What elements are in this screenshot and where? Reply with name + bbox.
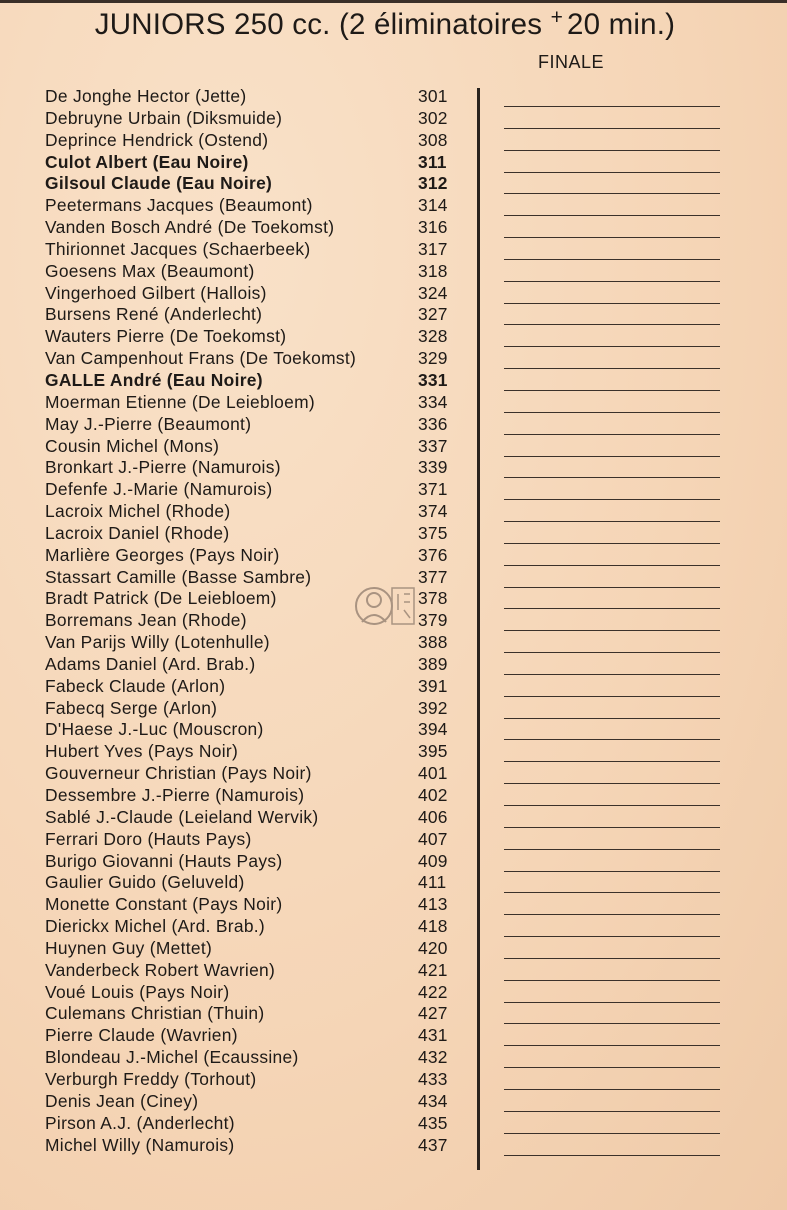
result-line: [504, 392, 720, 414]
entry-row: [45, 501, 475, 523]
rider-number: 336: [418, 413, 448, 434]
entry-row: [45, 1047, 475, 1069]
collector-stamp-icon: [352, 578, 418, 634]
page-title: [0, 6, 770, 42]
entry-row: [45, 239, 475, 261]
entry-row: [45, 1091, 475, 1113]
rider-name: Pierre Claude (Wavrien): [45, 1025, 238, 1046]
rider-number: 395: [418, 741, 448, 762]
rider-name: Bradt Patrick (De Leiebloem): [45, 588, 277, 609]
rider-number: 407: [418, 828, 448, 849]
rider-name: Deprince Hendrick (Ostend): [45, 129, 269, 150]
result-line: [504, 1135, 720, 1157]
rider-number: 434: [418, 1090, 448, 1111]
rider-number: 377: [418, 566, 448, 587]
rider-name: Van Campenhout Frans (De Toekomst): [45, 348, 357, 369]
rider-name: Culot Albert (Eau Noire): [45, 151, 249, 172]
result-line: [504, 1047, 720, 1069]
result-line: [504, 217, 720, 239]
rider-number: 337: [418, 435, 448, 456]
result-line: [504, 457, 720, 479]
rider-name: Goesens Max (Beaumont): [45, 260, 255, 281]
rider-number: 392: [418, 697, 448, 718]
entry-row: [45, 872, 475, 894]
title-plus: +: [550, 6, 564, 29]
entry-row: [45, 436, 475, 458]
finale-result-lines: [504, 86, 720, 1156]
rider-name: Defenfe J.-Marie (Namurois): [45, 479, 273, 500]
entry-row: [45, 414, 475, 436]
rider-name: Verburgh Freddy (Torhout): [45, 1068, 257, 1089]
rider-name: Sablé J.-Claude (Leieland Wervik): [45, 806, 319, 827]
rider-name: D'Haese J.-Luc (Mouscron): [45, 719, 264, 740]
title-main: JUNIORS 250 cc. (2 éliminatoires: [94, 8, 543, 41]
rider-name: De Jonghe Hector (Jette): [45, 86, 247, 106]
result-line: [504, 501, 720, 523]
rider-name: Dessembre J.-Pierre (Namurois): [45, 785, 305, 805]
entry-row: [45, 545, 475, 567]
rider-name: May J.-Pierre (Beaumont): [45, 413, 252, 434]
rider-number: 432: [418, 1047, 448, 1068]
entry-row: [45, 370, 475, 392]
result-line: [504, 479, 720, 501]
rider-name: Peetermans Jacques (Beaumont): [45, 195, 313, 216]
result-line: [504, 851, 720, 873]
rider-name: Hubert Yves (Pays Noir): [45, 741, 239, 762]
result-line: [504, 829, 720, 851]
entry-row: [45, 304, 475, 326]
entry-row: [45, 217, 475, 239]
result-line: [504, 173, 720, 195]
entry-row: [45, 1069, 475, 1091]
rider-number: 418: [418, 916, 448, 937]
result-line: [504, 436, 720, 458]
entry-row: [45, 392, 475, 414]
rider-name: Dierickx Michel (Ard. Brab.): [45, 916, 266, 937]
rider-name: Marlière Georges (Pays Noir): [45, 544, 280, 565]
rider-name: Pirson A.J. (Anderlecht): [45, 1112, 235, 1133]
entry-row: [45, 938, 475, 960]
rider-name: Cousin Michel (Mons): [45, 435, 220, 456]
rider-number: 422: [418, 981, 448, 1002]
rider-number: 421: [418, 959, 448, 980]
rider-number: 331: [418, 369, 448, 390]
rider-number: 334: [418, 391, 448, 412]
rider-number: 394: [418, 719, 448, 740]
rider-name: Moerman Etienne (De Leiebloem): [45, 391, 315, 412]
result-line: [504, 1003, 720, 1025]
entry-row: [45, 479, 475, 501]
rider-number: 389: [418, 653, 448, 674]
rider-number: 411: [418, 872, 447, 893]
rider-number: 311: [418, 151, 447, 172]
entry-row: [45, 1113, 475, 1135]
result-line: [504, 545, 720, 567]
rider-number: 427: [418, 1003, 448, 1024]
entry-row: [45, 916, 475, 938]
result-line: [504, 785, 720, 807]
rider-name: Huynen Guy (Mettet): [45, 937, 213, 958]
entry-row: [45, 851, 475, 873]
result-line: [504, 916, 720, 938]
entry-row: [45, 807, 475, 829]
rider-number: 431: [418, 1025, 448, 1046]
result-line: [504, 414, 720, 436]
rider-number: 328: [418, 326, 448, 347]
entry-row: [45, 741, 475, 763]
rider-number: 371: [418, 479, 448, 500]
rider-number: 316: [418, 217, 448, 238]
rider-name: Blondeau J.-Michel (Ecaussine): [45, 1047, 299, 1068]
result-line: [504, 698, 720, 720]
result-line: [504, 632, 720, 654]
result-line: [504, 872, 720, 894]
result-line: [504, 1069, 720, 1091]
result-line: [504, 610, 720, 632]
entry-row: [45, 86, 475, 108]
result-line: [504, 567, 720, 589]
result-line: [504, 239, 720, 261]
entry-row: [45, 829, 475, 851]
rider-number: 391: [418, 675, 448, 696]
rider-name: Vanden Bosch André (De Toekomst): [45, 217, 335, 238]
rider-name: Bursens René (Anderlecht): [45, 304, 263, 325]
entry-row: [45, 785, 475, 807]
result-line: [504, 523, 720, 545]
column-divider: [477, 88, 480, 1170]
result-line: [504, 86, 720, 108]
rider-number: 329: [418, 348, 448, 369]
rider-number: 420: [418, 937, 448, 958]
result-line: [504, 894, 720, 916]
rider-number: 374: [418, 501, 448, 522]
rider-name: Stassart Camille (Basse Sambre): [45, 566, 312, 587]
result-line: [504, 326, 720, 348]
rider-number: 402: [418, 785, 448, 805]
rider-name: Gilsoul Claude (Eau Noire): [45, 173, 273, 194]
rider-name: Voué Louis (Pays Noir): [45, 981, 230, 1002]
result-line: [504, 152, 720, 174]
result-line: [504, 1091, 720, 1113]
rider-number: 301: [418, 86, 448, 106]
rider-number: 435: [418, 1112, 448, 1133]
entry-row: [45, 982, 475, 1004]
rider-number: 375: [418, 522, 448, 543]
rider-number: 339: [418, 457, 448, 478]
entry-row: [45, 195, 475, 217]
entry-row: [45, 719, 475, 741]
rider-name: Fabecq Serge (Arlon): [45, 697, 218, 718]
entry-row: [45, 108, 475, 130]
finale-label: FINALE: [538, 52, 605, 72]
entry-row: [45, 632, 475, 654]
result-line: [504, 807, 720, 829]
result-line: [504, 763, 720, 785]
rider-number: 318: [418, 260, 448, 281]
result-line: [504, 348, 720, 370]
rider-name: Wauters Pierre (De Toekomst): [45, 326, 287, 347]
rider-number: 317: [418, 238, 448, 259]
rider-number: 312: [418, 173, 448, 194]
result-line: [504, 195, 720, 217]
rider-name: Ferrari Doro (Hauts Pays): [45, 828, 252, 849]
rider-name: Gaulier Guido (Geluveld): [45, 872, 245, 893]
rider-name: Lacroix Michel (Rhode): [45, 501, 231, 522]
rider-name: Burigo Giovanni (Hauts Pays): [45, 850, 283, 871]
entry-row: [45, 763, 475, 785]
result-line: [504, 108, 720, 130]
title-end: 20 min.): [567, 8, 676, 41]
result-line: [504, 654, 720, 676]
entry-row: [45, 130, 475, 152]
rider-name: Adams Daniel (Ard. Brab.): [45, 653, 256, 674]
entry-row: [45, 326, 475, 348]
rider-name: Lacroix Daniel (Rhode): [45, 522, 230, 543]
result-line: [504, 588, 720, 610]
rider-name: GALLE André (Eau Noire): [45, 369, 263, 390]
entry-row: [45, 698, 475, 720]
entry-row: [45, 348, 475, 370]
entry-row: [45, 1003, 475, 1025]
entry-row: [45, 152, 475, 174]
entry-row: [45, 676, 475, 698]
result-line: [504, 261, 720, 283]
result-line: [504, 1025, 720, 1047]
rider-name: Vanderbeck Robert Wavrien): [45, 959, 276, 980]
result-line: [504, 676, 720, 698]
rider-number: 413: [418, 894, 448, 915]
rider-name: Van Parijs Willy (Lotenhulle): [45, 632, 270, 653]
rider-name: Vingerhoed Gilbert (Hallois): [45, 282, 267, 303]
entry-row: [45, 523, 475, 545]
rider-number: 406: [418, 806, 448, 827]
rider-name: Gouverneur Christian (Pays Noir): [45, 763, 312, 784]
result-line: [504, 283, 720, 305]
result-line: [504, 130, 720, 152]
entry-row: [45, 1025, 475, 1047]
rider-name: Borremans Jean (Rhode): [45, 610, 247, 631]
rider-name: Fabeck Claude (Arlon): [45, 675, 226, 696]
rider-number: 437: [418, 1134, 448, 1155]
rider-number: 308: [418, 129, 448, 150]
rider-name: Denis Jean (Ciney): [45, 1090, 199, 1111]
rider-number: 324: [418, 282, 448, 303]
entry-row: [45, 457, 475, 479]
rider-name: Debruyne Urbain (Diksmuide): [45, 107, 283, 128]
result-line: [504, 960, 720, 982]
result-line: [504, 719, 720, 741]
rider-name: Bronkart J.-Pierre (Namurois): [45, 457, 281, 478]
result-line: [504, 1113, 720, 1135]
entry-row: [45, 1135, 475, 1157]
rider-name: Thirionnet Jacques (Schaerbeek): [45, 238, 311, 259]
rider-number: 401: [418, 763, 448, 784]
result-line: [504, 982, 720, 1004]
rider-name: Monette Constant (Pays Noir): [45, 894, 283, 915]
rider-name: Culemans Christian (Thuin): [45, 1003, 265, 1024]
rider-number: 376: [418, 544, 448, 565]
entry-row: [45, 960, 475, 982]
rider-number: 388: [418, 632, 448, 653]
rider-name: Michel Willy (Namurois): [45, 1134, 235, 1155]
rider-number: 379: [418, 610, 448, 631]
entry-row: [45, 654, 475, 676]
rider-number: 409: [418, 850, 448, 871]
result-line: [504, 938, 720, 960]
result-line: [504, 370, 720, 392]
rider-number: 302: [418, 107, 448, 128]
entry-row: [45, 283, 475, 305]
rider-number: 327: [418, 304, 448, 325]
rider-number: 314: [418, 195, 448, 216]
entry-row: [45, 894, 475, 916]
rider-number: 433: [418, 1068, 448, 1089]
entry-row: [45, 173, 475, 195]
top-rule: [0, 0, 787, 3]
result-line: [504, 304, 720, 326]
result-line: [504, 741, 720, 763]
entry-row: [45, 261, 475, 283]
rider-number: 378: [418, 588, 448, 609]
